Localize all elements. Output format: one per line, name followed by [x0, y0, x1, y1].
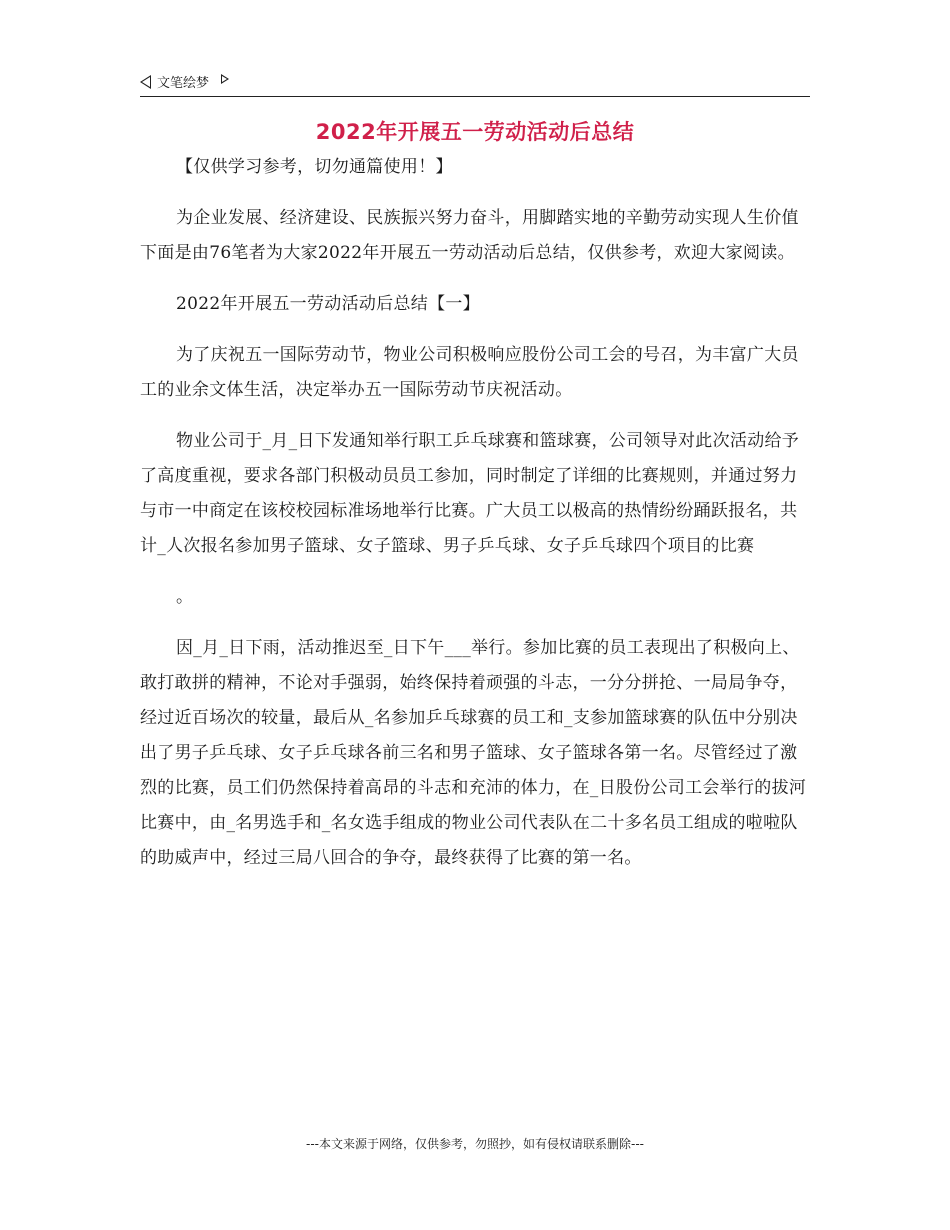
- document-title: 2022年开展五一劳动活动后总结: [315, 120, 635, 144]
- intro-paragraph: 为企业发展、经济建设、民族振兴努力奋斗，用脚踏实地的辛勤劳动实现人生价值下面是由76笔者为大家2022年开展五一劳动活动后总结，仅供参考，欢迎大家阅读。: [140, 208, 799, 263]
- triangle-right-icon: [221, 74, 229, 84]
- brand-name: 文笔绘梦: [157, 76, 210, 91]
- page-header: [140, 70, 810, 97]
- page-footer: ---本文来源于网络，仅供参考，勿照抄，如有侵权请联系删除---: [306, 1137, 644, 1151]
- section-heading: 2022年开展五一劳动活动后总结【一】: [176, 294, 480, 314]
- document-body: [140, 150, 812, 892]
- notice-paragraph: 【仅供学习参考，切勿通篇使用！】: [176, 157, 453, 177]
- header-brand: [140, 72, 229, 91]
- body-paragraph: 物业公司于_月_日下发通知举行职工乒乓球赛和篮球赛，公司领导对此次活动给予了高度重视，要求各部门积极动员员工参加，同时制定了详细的比赛规则，并通过努力与市一中商定在该校校园标准场地举行比赛。广大员工以极高的热情纷纷踊跃报名，共计_人次报名参加男子篮球、女子篮球、男子乒乓球、女子乒乓球四个项目的比赛: [140, 431, 800, 556]
- triangle-left-icon: [140, 75, 151, 89]
- body-paragraph: 为了庆祝五一国际劳动节，物业公司积极响应股份公司工会的号召，为丰富广大员工的业余文体生活，决定举办五一国际劳动节庆祝活动。: [140, 345, 799, 400]
- body-paragraph: 因_月_日下雨，活动推迟至_日下午___举行。参加比赛的员工表现出了积极向上、敢打敢拼的精神，不论对手强弱，始终保持着顽强的斗志，一分分拼抢、一局局争夺，经过近百场次的较量，最后从_名参加乒乓球赛的员工和_支参加篮球赛的队伍中分别决出了男子乒乓球、女子乒乓球各前三名和男子篮球、女子篮球各第一名。尽管经过了激烈的比赛，员工们仍然保持着高昂的斗志和充沛的体力，在_日股份公司工会举行的拔河比赛中，由_名男选手和_名女选手组成的物业公司代表队在二十多名员工组成的啦啦队的助威声中，经过三局八回合的争夺，最终获得了比赛的第一名。: [140, 638, 807, 868]
- body-paragraph: 。: [176, 587, 194, 607]
